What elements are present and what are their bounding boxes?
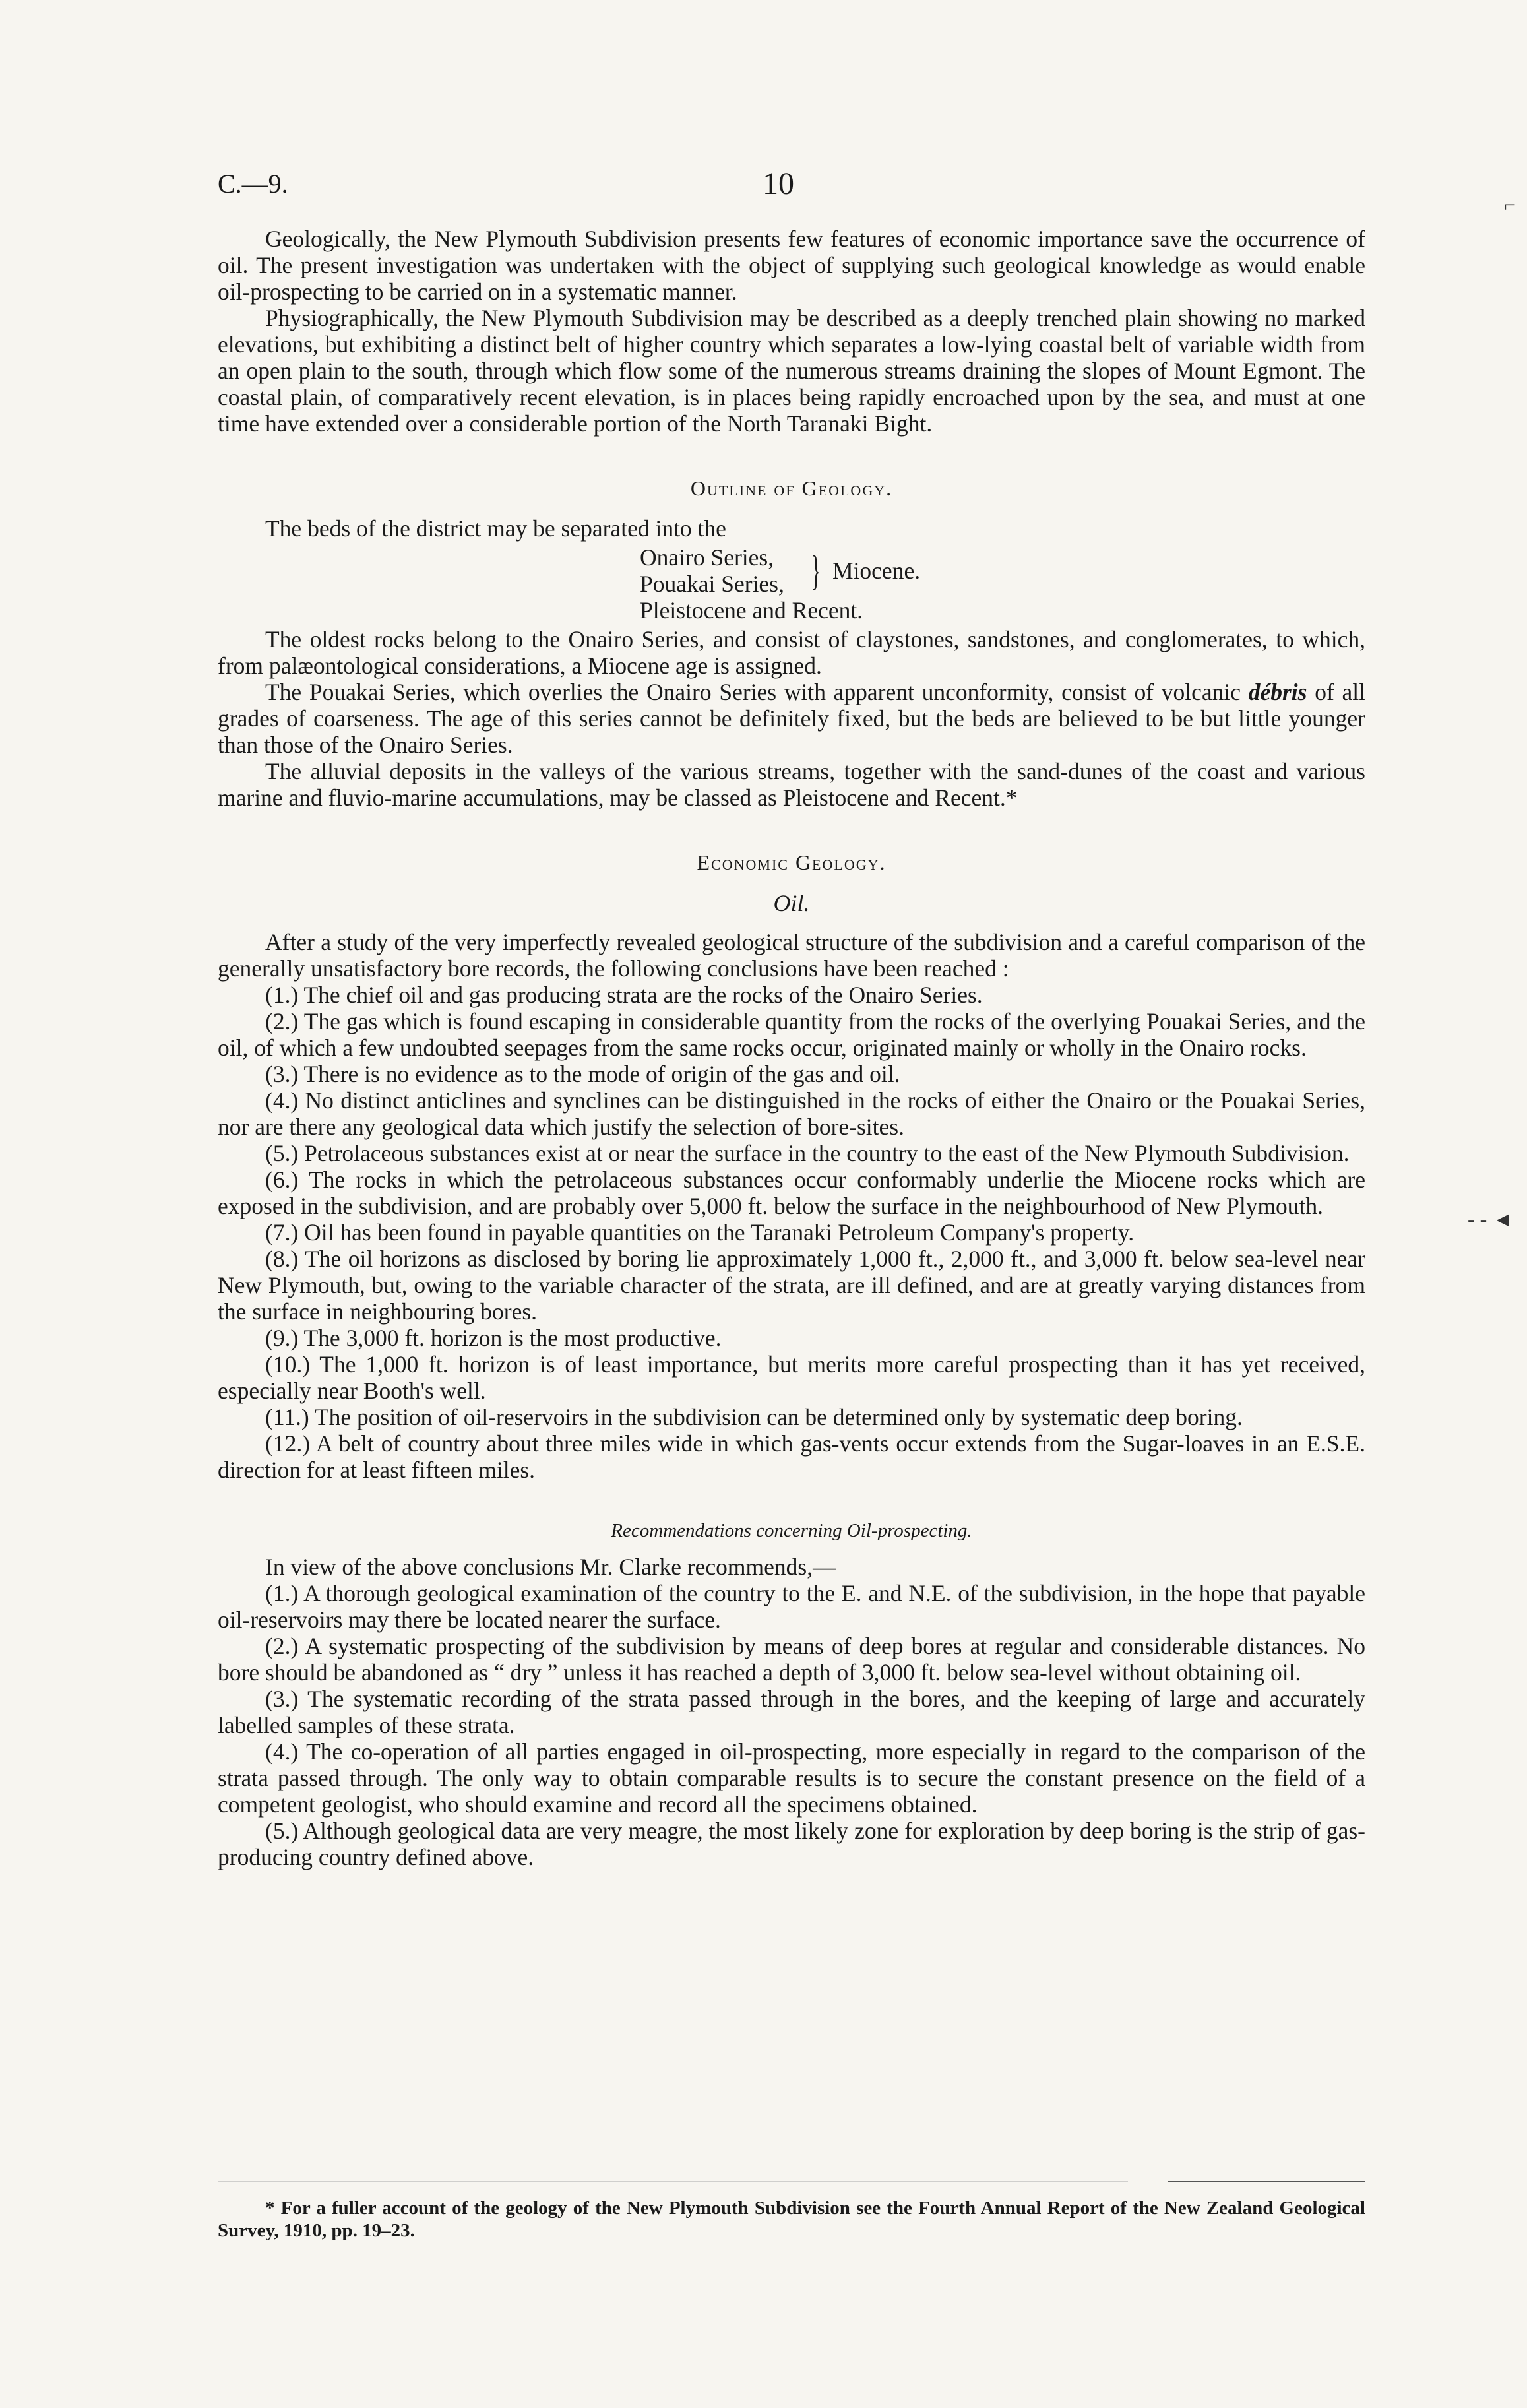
conclusion-item: (12.) A belt of country about three miles wide in which gas-vents occur extends from the Sugar-loaves in an E.S.E. direction for at least fifteen miles.: [218, 1430, 1365, 1483]
conclusion-item: (6.) The rocks in which the petrolaceous substances occur conformably underlie the Miocene rocks which are exposed in the subdivision, and are probably over 5,000 ft. below the surface in the neighbourhood of New Plymouth.: [218, 1166, 1365, 1219]
intro-paragraph-1: Geologically, the New Plymouth Subdivision presents few features of economic importance save the occurrence of oil. The present investigation was undertaken with the object of supplying such geological knowledge as would enable oil-prospecting to be carried on in a systematic manner.: [218, 226, 1365, 305]
conclusion-item: (11.) The position of oil-reservoirs in the subdivision can be determined only by systematic deep boring.: [265, 1404, 1243, 1430]
conclusion-item: (9.) The 3,000 ft. horizon is the most productive.: [265, 1325, 722, 1351]
footnote-rule: [218, 2181, 1365, 2182]
divider: [218, 2181, 1128, 2182]
series-pleistocene: Pleistocene and Recent.: [640, 597, 863, 623]
outline-intro-line: The beds of the district may be separated into the: [265, 515, 726, 542]
pouakai-text-b: of all grades of coarseness. The age of this series cannot be definitely fixed, but the beds are believed to be but little younger than those of the Onairo Series.: [218, 679, 1365, 758]
recommendation-item: (1.) A thorough geological examination of the country to the E. and N.E. of the subdivision, in the hope that payable oil-reservoirs may there be located nearer the surface.: [218, 1580, 1365, 1633]
conclusion-item: (8.) The oil horizons as disclosed by boring lie approximately 1,000 ft., 2,000 ft., and 3,000 ft. below sea-level near New Plymouth, but, owing to the variable character of the strata, are ill defined, and are at greatly varying distances from the surface in neighbouring bores.: [218, 1246, 1365, 1325]
divider: [1168, 2181, 1365, 2182]
conclusion-item: (3.) There is no evidence as to the mode of origin of the gas and oil.: [265, 1061, 900, 1087]
economic-heading: Economic Geology.: [697, 850, 887, 874]
oil-subheading: Oil.: [773, 890, 810, 916]
recommendations-heading: Recommendations concerning Oil-prospecting.: [611, 1520, 972, 1541]
page-number: 10: [763, 166, 794, 201]
economic-intro: After a study of the very imperfectly revealed geological structure of the subdivision and a careful comparison of the generally unsatisfactory bore records, the following conclusions have been reached :: [218, 929, 1365, 982]
outline-alluvial-paragraph: The alluvial deposits in the valleys of the various streams, together with the sand-dunes of the coast and various marine and fluvio-marine accumulations, may be classed as Pleistocene and Recent.*: [218, 758, 1365, 811]
page-header: [218, 168, 1365, 208]
document-reference: C.—9.: [218, 169, 288, 199]
series-onairo: Onairo Series,: [640, 544, 774, 571]
series-miocene-label: Miocene.: [832, 557, 921, 584]
recommendation-item: (4.) The co-operation of all parties engaged in oil-prospecting, more especially in regard to the comparison of the strata passed through. The only way to obtain comparable results is to secure the constant presence on the field of a competent geologist, who should examine and record all the specimens obtained.: [218, 1738, 1365, 1818]
conclusion-item: (1.) The chief oil and gas producing strata are the rocks of the Onairo Series.: [265, 982, 983, 1008]
miocene-group: [640, 544, 1365, 597]
series-pouakai: Pouakai Series,: [640, 571, 784, 597]
outline-heading: Outline of Geology.: [690, 476, 893, 500]
recommendations-intro: In view of the above conclusions Mr. Clarke recommends,—: [265, 1554, 836, 1580]
outline-pouakai-paragraph: [218, 679, 1365, 758]
pouakai-text-a: The Pouakai Series, which overlies the Onairo Series with apparent unconformity, consist of volcanic: [265, 679, 1249, 705]
recommendation-item: (5.) Although geological data are very meagre, the most likely zone for exploration by deep boring is the strip of gas-producing country defined above.: [218, 1818, 1365, 1870]
conclusion-item: (4.) No distinct anticlines and synclines can be distinguished in the rocks of either the Onairo or the Pouakai Series, nor are there any geological data which justify the selection of bore-sites.: [218, 1087, 1365, 1140]
margin-mark-icon: ⌐: [1504, 193, 1516, 216]
conclusion-item: (7.) Oil has been found in payable quantities on the Taranaki Petroleum Company's property.: [265, 1219, 1135, 1246]
outline-oldest-paragraph: The oldest rocks belong to the Onairo Series, and consist of claystones, sandstones, and conglomerates, to which, from palæontological considerations, a Miocene age is assigned.: [218, 626, 1365, 679]
conclusion-item: (10.) The 1,000 ft. horizon is of least importance, but merits more careful prospecting than it has yet received, especially near Booth's well.: [218, 1351, 1365, 1404]
conclusion-item: (2.) The gas which is found escaping in considerable quantity from the rocks of the overlying Pouakai Series, and the oil, of which a few undoubted seepages from the same rocks occur, originated mainly or wholly in the Onairo rocks.: [218, 1008, 1365, 1061]
recommendation-item: (2.) A systematic prospecting of the subdivision by means of deep bores at regular and considerable distances. No bore should be abandoned as “ dry ” unless it has reached a depth of 3,000 ft. below sea-level without obtaining oil.: [218, 1633, 1365, 1686]
conclusion-item: (5.) Petrolaceous substances exist at or near the surface in the country to the east of the New Plymouth Subdivision.: [265, 1140, 1350, 1166]
recommendation-item: (3.) The systematic recording of the strata passed through in the bores, and the keeping of large and accurately labelled samples of these strata.: [218, 1686, 1365, 1738]
intro-paragraph-2: Physiographically, the New Plymouth Subdivision may be described as a deeply trenched plain showing no marked elevations, but exhibiting a distinct belt of higher country which separates a low-lying coastal belt of variable width from an open plain to the south, through which flow some of the numerous streams draining the slopes of Mount Egmont. The coastal plain, of comparatively recent elevation, is in places being rapidly encroached upon by the sea, and must at one time have extended over a considerable portion of the North Taranaki Bight.: [218, 305, 1365, 437]
body-text: [218, 226, 1365, 1870]
debris-word: débris: [1248, 679, 1307, 705]
series-list: [640, 544, 1365, 623]
brace-icon: }: [811, 547, 821, 594]
footnote: * For a fuller account of the geology of the New Plymouth Subdivision see the Fourth Annual Report of the New Zealand Geological Survey, 1910, pp. 19–23.: [218, 2198, 1365, 2241]
margin-mark-icon: - - ◄: [1468, 1207, 1513, 1231]
